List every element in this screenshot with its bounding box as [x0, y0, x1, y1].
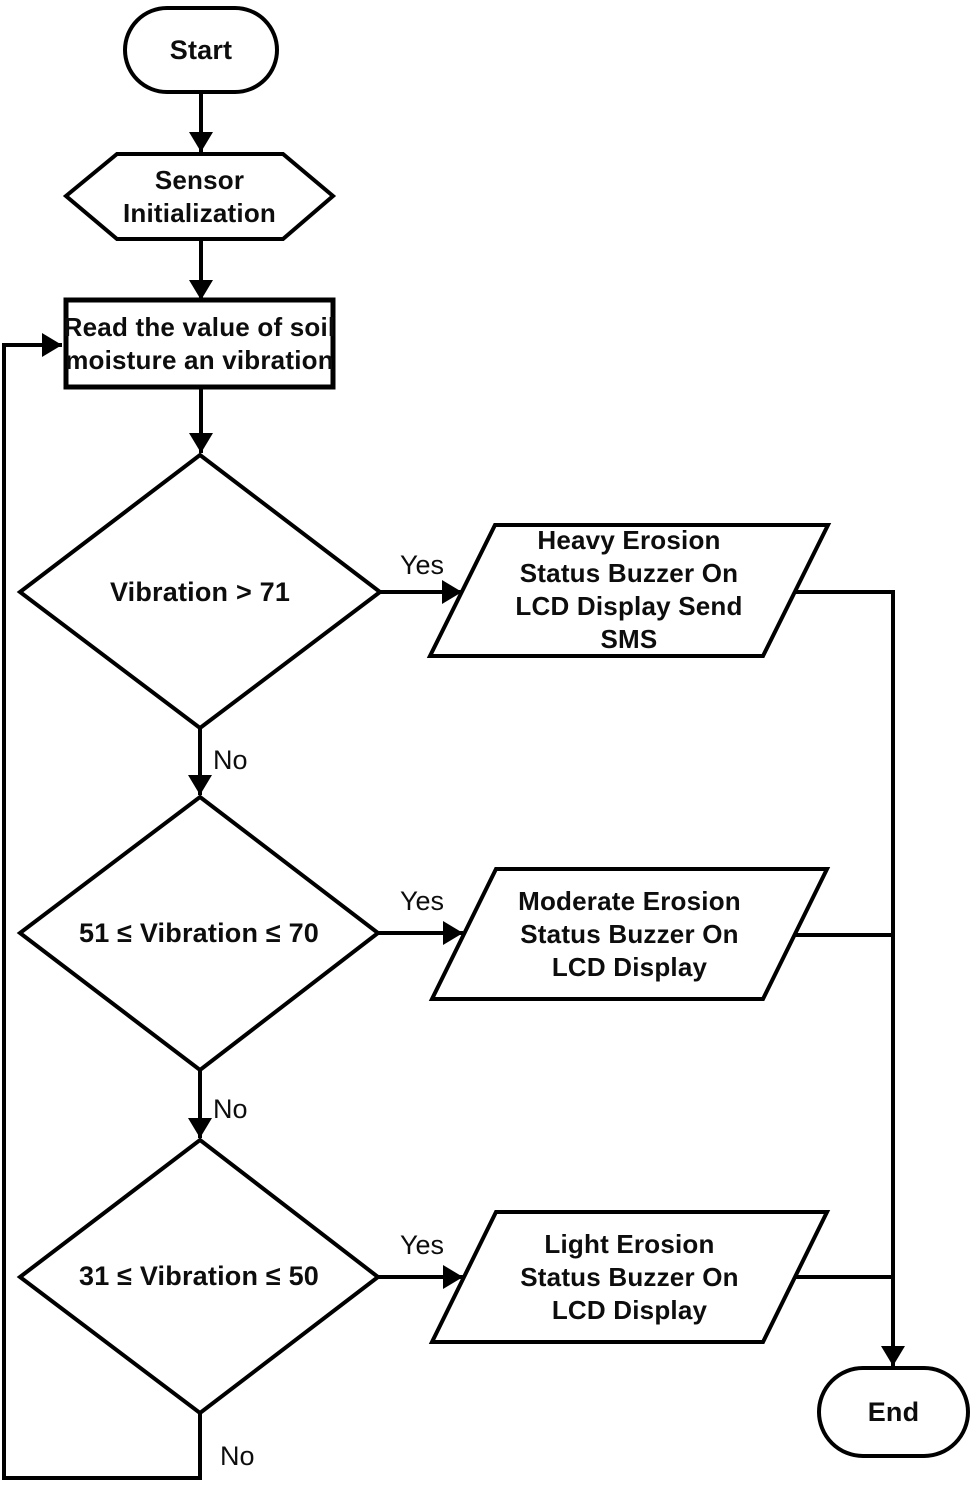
moderate-no-label: No: [213, 1094, 248, 1124]
sensor-initialization-hexagon-shape: [66, 154, 333, 239]
moderate-erosion-output-shape: [432, 869, 827, 999]
light-no-label: No: [220, 1441, 255, 1471]
moderate-yes-label: Yes: [400, 886, 445, 916]
start-label: Start: [169, 34, 233, 65]
vibration-moderate-decision-label: 51 ≤ Vibration ≤ 70: [78, 918, 320, 948]
end-label: End: [867, 1396, 920, 1427]
light-erosion-output-shape: [432, 1212, 827, 1342]
vibration-heavy-decision-label: Vibration > 71: [109, 576, 291, 607]
read-values-label: Read the value of soil moisture an vibration: [63, 311, 336, 375]
light-erosion-output-label: Light Erosion Status Buzzer On LCD Display: [520, 1228, 739, 1325]
start-terminator-shape: [125, 8, 277, 92]
heavy-no-label: No: [213, 745, 248, 775]
heavy-erosion-output-shape: [430, 525, 828, 656]
light-yes-label: Yes: [400, 1230, 445, 1260]
read-values-process-shape: [63, 300, 336, 387]
moderate-erosion-output-label: Moderate Erosion Status Buzzer On LCD Display: [518, 885, 741, 982]
end-terminator-shape: [819, 1368, 968, 1456]
vibration-heavy-decision-shape: [20, 455, 380, 728]
vibration-light-decision-shape: [20, 1140, 378, 1413]
vibration-moderate-decision-shape: [20, 797, 378, 1070]
sensor-initialization-label: Sensor Initialization: [122, 164, 277, 228]
heavy-yes-label: Yes: [400, 550, 445, 580]
heavy-erosion-output-label: Heavy Erosion Status Buzzer On LCD Display Send SMS: [515, 524, 743, 654]
vibration-light-decision-label: 31 ≤ Vibration ≤ 50: [78, 1261, 320, 1291]
